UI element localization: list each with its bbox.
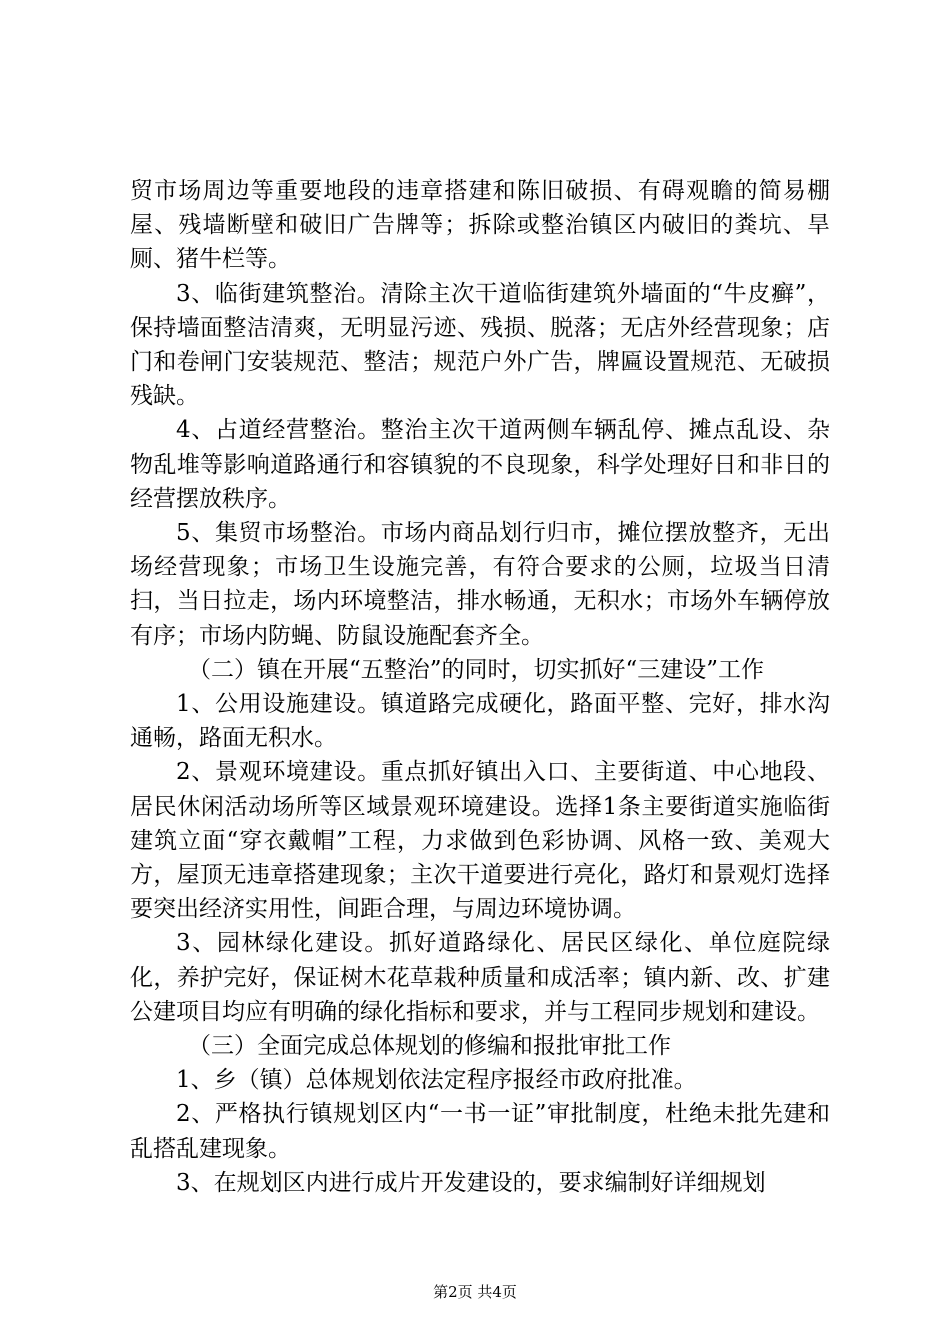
paragraph-landscape: 2、景观环境建设。重点抓好镇出入口、主要街道、中心地段、居民休闲活动场所等区域景观环境建设。选择1条主要街道实施临街建筑立面“穿衣戴帽”工程，力求做到色彩协调、风格一致、美观大方，屋顶无违章搭建现象；主次干道要进行亮化，路灯和景观灯选择要突出经济实用性，间距合理，与周边环境协调。 [130, 759, 830, 923]
paragraph-continuation: 贸市场周边等重要地段的违章搭建和陈旧破损、有碍观瞻的简易棚屋、残墙断壁和破旧广告牌等；拆除或整治镇区内破旧的粪坑、旱厕、猪牛栏等。 [130, 178, 830, 273]
paragraph-public-facilities: 1、公用设施建设。镇道路完成硬化，路面平整、完好，排水沟通畅，路面无积水。 [130, 691, 830, 752]
paragraph-detailed-plan: 3、在规划区内进行成片开发建设的，要求编制好详细规划 [176, 1169, 766, 1196]
section-heading-2: （二）镇在开展“五整治”的同时，切实抓好“三建设”工作 [188, 656, 765, 683]
paragraph-plan-approval: 1、乡（镇）总体规划依法定程序报经市政府批准。 [176, 1067, 697, 1094]
paragraph-greening: 3、园林绿化建设。抓好道路绿化、居民区绿化、单位庭院绿化，养护完好，保证树木花草栽种质量和成活率；镇内新、改、扩建公建项目均应有明确的绿化指标和要求，并与工程同步规划和建设。 [130, 930, 830, 1025]
section-heading-3: （三）全面完成总体规划的修编和报批审批工作 [188, 1033, 671, 1060]
page-footer: 第2页 共4页 [433, 1283, 517, 1301]
paragraph-street-building: 3、临街建筑整治。清除主次干道临街建筑外墙面的“牛皮癣”，保持墙面整洁清爽，无明显污迹、残损、脱落；无店外经营现象；店门和卷闸门安装规范、整洁；规范户外广告，牌匾设置规范、无破损残缺。 [130, 280, 830, 410]
paragraph-road-occupation: 4、占道经营整治。整治主次干道两侧车辆乱停、摊点乱设、杂物乱堆等影响道路通行和容镇貌的不良现象，科学处理好日和非日的经营摆放秩序。 [130, 417, 830, 512]
document-body [130, 174, 830, 1200]
paragraph-permit-system: 2、严格执行镇规划区内“一书一证”审批制度，杜绝未批先建和乱搭乱建现象。 [130, 1101, 830, 1162]
paragraph-market: 5、集贸市场整治。市场内商品划行归市，摊位摆放整齐，无出场经营现象；市场卫生设施完善，有符合要求的公厕，垃圾当日清扫，当日拉走，场内环境整洁，排水畅通，无积水；市场外车辆停放有序；市场内防蝇、防鼠设施配套齐全。 [130, 520, 830, 649]
